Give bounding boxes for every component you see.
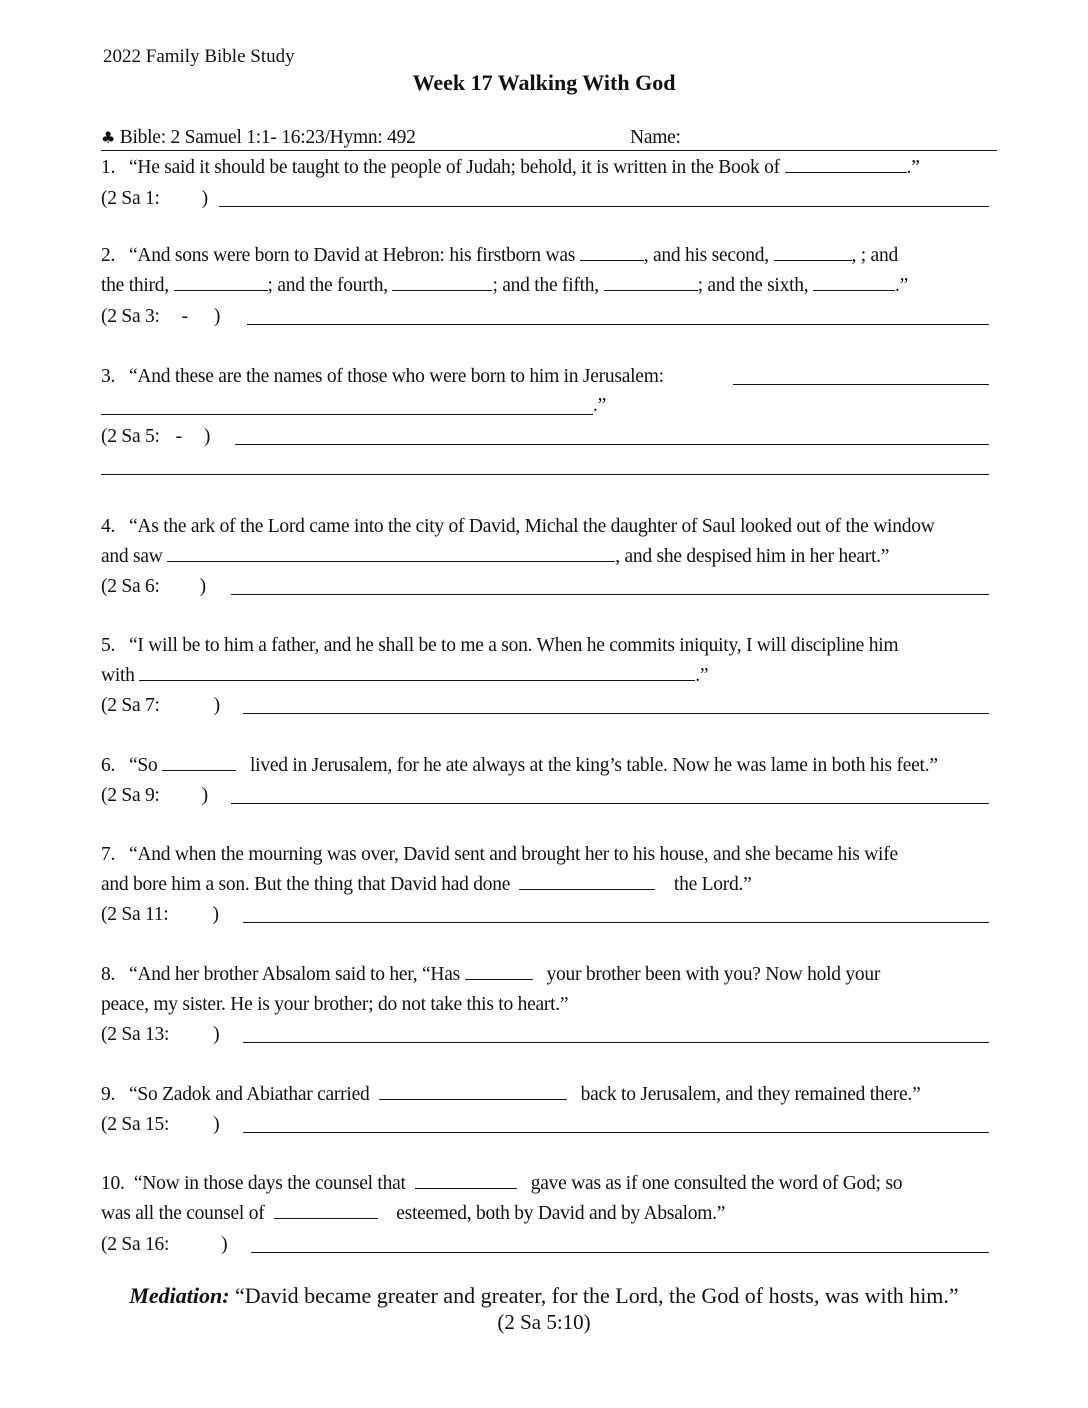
blank-1[interactable]: [785, 156, 907, 173]
study-label: 2022 Family Bible Study: [103, 46, 295, 67]
bible-hymn-line: [101, 126, 416, 150]
question-7-line-2: and bore him a son. But the thing that David had done the Lord.”: [101, 874, 752, 895]
answer-line-5[interactable]: [243, 713, 989, 714]
blank-third[interactable]: [174, 274, 268, 291]
question-8-line-2: peace, my sister. He is your brother; do not take this to heart.”: [101, 994, 569, 1015]
answer-line-6[interactable]: [231, 803, 989, 804]
answer-line-7[interactable]: [243, 922, 989, 923]
ref-9: (2 Sa 15: ): [101, 1114, 220, 1135]
question-5-line-2: with .”: [101, 665, 709, 686]
answer-line-8[interactable]: [243, 1042, 989, 1043]
blank-sixth[interactable]: [813, 274, 895, 291]
ref-1: (2 Sa 1: ): [101, 188, 208, 209]
question-5: 5. “I will be to him a father, and he shall be to me a son. When he commits iniquity, I will discipline him: [101, 635, 899, 656]
answer-line-1[interactable]: [219, 206, 989, 207]
blank-4[interactable]: [167, 545, 615, 562]
ref-7: (2 Sa 11: ): [101, 904, 219, 925]
blank-8[interactable]: [465, 963, 533, 980]
question-1: 1. “He said it should be taught to the people of Judah; behold, it is written in the Book of .”: [101, 157, 920, 178]
club-icon: ♣: [101, 128, 116, 147]
page-title: Week 17 Walking With God: [412, 70, 676, 95]
blank-10a[interactable]: [415, 1172, 517, 1189]
ref-2: (2 Sa 3: - ): [101, 306, 221, 327]
blank-9[interactable]: [379, 1083, 567, 1100]
meditation: [0, 1283, 1088, 1309]
bible-reference: Bible: 2 Samuel 1:1- 16:23/Hymn: 492: [119, 127, 416, 148]
question-7: 7. “And when the mourning was over, David sent and brought her to his house, and she became his wife: [101, 844, 898, 865]
meditation-label: Mediation:: [129, 1283, 230, 1308]
ref-6: (2 Sa 9: ): [101, 785, 208, 806]
answer-line-9[interactable]: [243, 1132, 989, 1133]
question-4-line-2: and saw , and she despised him in her heart.”: [101, 546, 890, 567]
question-9: 9. “So Zadok and Abiathar carried back to Jerusalem, and they remained there.”: [101, 1084, 921, 1105]
q3-close-quote: .”: [593, 395, 607, 416]
answer-line-2[interactable]: [247, 324, 989, 325]
question-6: 6. “So lived in Jerusalem, for he ate always at the king’s table. Now he was lame in both his feet.”: [101, 755, 938, 776]
question-8: 8. “And her brother Absalom said to her, “Has your brother been with you? Now hold your: [101, 964, 881, 985]
blank-firstborn[interactable]: [580, 244, 644, 261]
ref-5: (2 Sa 7: ): [101, 695, 220, 716]
blank-3-line-1[interactable]: [733, 384, 989, 385]
blank-6[interactable]: [162, 754, 236, 771]
meditation-text: “David became greater and greater, for the Lord, the God of hosts, was with him.”: [229, 1283, 959, 1308]
answer-line-3a[interactable]: [235, 444, 989, 445]
answer-line-4[interactable]: [231, 594, 989, 595]
ref-4: (2 Sa 6: ): [101, 576, 206, 597]
ref-10: (2 Sa 16: ): [101, 1234, 228, 1255]
blank-fifth[interactable]: [604, 274, 698, 291]
answer-line-10[interactable]: [251, 1252, 989, 1253]
name-field[interactable]: [101, 150, 997, 151]
blank-fourth[interactable]: [392, 274, 492, 291]
blank-second[interactable]: [774, 244, 852, 261]
blank-10b[interactable]: [274, 1202, 378, 1219]
ref-8: (2 Sa 13: ): [101, 1024, 220, 1045]
question-2-line-2: the third, ; and the fourth, ; and the fifth, ; and the sixth, .”: [101, 275, 909, 296]
question-3: 3. “And these are the names of those who were born to him in Jerusalem:: [101, 366, 664, 387]
meditation-reference: (2 Sa 5:10): [497, 1310, 591, 1334]
ref-3: (2 Sa 5: - ): [101, 426, 211, 447]
answer-line-3b[interactable]: [101, 474, 989, 475]
blank-7[interactable]: [519, 873, 655, 890]
question-2: 2. “And sons were born to David at Hebron: his firstborn was , and his second, , ; and: [101, 245, 898, 266]
question-4: 4. “As the ark of the Lord came into the city of David, Michal the daughter of Saul looked out of the window: [101, 516, 935, 537]
blank-3-line-2[interactable]: [101, 414, 593, 415]
blank-5[interactable]: [139, 664, 695, 681]
question-10: 10. “Now in those days the counsel that gave was as if one consulted the word of God; so: [101, 1173, 903, 1194]
question-10-line-2: was all the counsel of esteemed, both by David and by Absalom.”: [101, 1203, 726, 1224]
name-label: Name:: [630, 127, 681, 148]
